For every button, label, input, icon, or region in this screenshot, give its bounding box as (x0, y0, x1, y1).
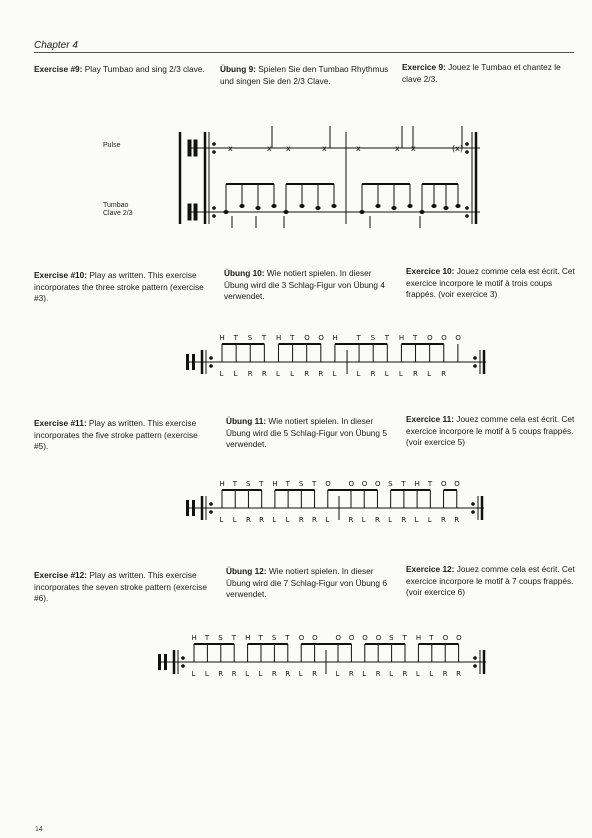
stroke-letter-top: H (219, 334, 225, 342)
sticking-letter: L (232, 516, 237, 524)
exercise-12-en (34, 570, 214, 605)
staff-group (158, 634, 486, 678)
exercise-10-en-title: Exercise #10: (34, 270, 88, 280)
exercise-12-fr-title: Exercice 12: (406, 564, 455, 574)
sticking-letter: R (374, 516, 380, 524)
stroke-letter-top: S (370, 334, 376, 342)
stroke-letter-top: T (204, 634, 210, 642)
exercise-11-staff (0, 478, 592, 534)
sticking-letter: R (312, 670, 317, 678)
sticking-letter: R (348, 670, 354, 678)
exercise-9-en-title: Exercise #9: (34, 64, 83, 74)
exercise-12-en-text: Play as written. This exercise incorporates the seven stroke pattern (exercise #6). (34, 570, 207, 603)
sticking-letter: R (247, 370, 253, 378)
repeat-dot (474, 665, 477, 668)
stroke-letter-top: O (454, 480, 460, 488)
sticking-letter: R (402, 670, 408, 678)
stroke-letter-top: H (275, 334, 282, 342)
stroke-letter-top: H (414, 480, 420, 488)
sticking-letter: L (298, 670, 303, 678)
stroke-letter-top: T (233, 334, 238, 342)
header-rule (34, 52, 574, 53)
svg-text:x: x (356, 144, 361, 153)
sticking-letter: L (275, 370, 280, 378)
stroke-letter-top: T (259, 480, 264, 488)
stroke-letter-top: H (332, 334, 338, 342)
sticking-letter: L (290, 370, 294, 378)
stroke-letter-top: H (415, 634, 422, 642)
exercise-12-staff (0, 632, 592, 688)
stroke-letter-top: O (362, 634, 368, 642)
exercise-11-fr-title: Exercice 11: (406, 414, 454, 424)
stroke-letter-top: O (304, 334, 310, 342)
stroke-letter-top: S (247, 334, 253, 342)
exercise-9-en-text: Play Tumbao and sing 2/3 clave. (84, 64, 205, 74)
repeat-dot (474, 357, 477, 360)
sticking-letter: L (335, 670, 340, 678)
stroke-letter-top: T (402, 634, 407, 642)
sticking-letter: R (401, 516, 407, 524)
sticking-letter: R (441, 516, 446, 524)
exercise-10-de-text: Wie notiert spielen. In dieser Übung wird die 3 Schlag-Figur von Übung 4 verwendet. (224, 268, 385, 301)
exercise-12-en-title: Exercise #12: (34, 570, 88, 580)
stroke-letter-top: T (312, 480, 317, 488)
staff-group (186, 334, 486, 378)
stroke-letter-top: O (441, 334, 447, 342)
repeat-dot (210, 365, 213, 368)
sticking-letter: L (191, 670, 196, 678)
exercise-12-de (226, 566, 398, 601)
exercise-9-de-text: Spielen Sie den Tumbao Rhythmus und singen Sie den 2/3 Clave. (220, 64, 389, 86)
sticking-letter: L (429, 670, 434, 678)
clave-label: Clave 2/3 (103, 210, 133, 217)
sticking-letter: R (375, 670, 381, 678)
exercise-9-de (220, 64, 390, 87)
stroke-letter-top: O (442, 634, 449, 642)
sticking-letter: L (272, 516, 277, 524)
stroke-letter-top: O (298, 634, 305, 642)
exercise-11-fr-text: Jouez comme cela est écrit. Cet exercice incorpore le motif à 5 coups frappés. (voir exercice 5) (406, 414, 575, 447)
exercise-10-de (224, 268, 396, 303)
sticking-letter: L (427, 370, 432, 378)
stroke-letter-top: T (231, 634, 236, 642)
exercise-10-fr-title: Exercice 10: (406, 266, 455, 276)
sticking-letter: R (442, 670, 448, 678)
sticking-letter: R (298, 516, 304, 524)
exercise-9-de-title: Übung 9: (220, 64, 256, 74)
exercise-10-en-text: Play as written. This exercise incorporates the three stroke pattern (exercise #3). (34, 270, 204, 303)
sticking-letter: L (427, 516, 432, 524)
stroke-letter-top: O (312, 634, 318, 642)
staff-group (186, 480, 484, 524)
stroke-letter-top: H (191, 634, 197, 642)
stroke-letter-top: O (427, 334, 433, 342)
repeat-dot (474, 365, 477, 368)
stroke-letter-top: S (245, 480, 251, 488)
sticking-letter: R (245, 516, 251, 524)
stroke-letter-top: T (429, 634, 434, 642)
sticking-letter: R (312, 516, 317, 524)
stroke-letter-top: H (219, 480, 225, 488)
sticking-letter: L (204, 670, 209, 678)
stroke-letter-top: S (298, 480, 304, 488)
sticking-letter: L (245, 670, 250, 678)
sticking-letter: L (219, 370, 224, 378)
page-number: 14 (35, 826, 43, 833)
exercise-11-en (34, 418, 214, 453)
exercise-11-fr (406, 414, 578, 449)
sticking-letter: R (441, 370, 447, 378)
sticking-letter: L (389, 670, 394, 678)
exercise-10-fr (406, 266, 578, 301)
repeat-dot (210, 357, 213, 360)
sticking-letter: R (259, 516, 265, 524)
sticking-letter: L (362, 670, 367, 678)
repeat-dot (210, 503, 213, 506)
stroke-letter-top: T (401, 480, 406, 488)
stroke-letter-top: S (388, 480, 393, 488)
svg-text:x: x (286, 144, 291, 153)
sticking-letter: L (356, 370, 361, 378)
stroke-letter-top: S (218, 634, 223, 642)
exercise-9-staff (0, 118, 592, 230)
sticking-letter: L (398, 370, 403, 378)
stroke-letter-top: O (335, 634, 342, 642)
exercise-10-fr-text: Jouez comme cela est écrit. Cet exercice incorpore le motif à trois coups frappés. (voir exercice 3) (406, 266, 575, 299)
stroke-letter-top: T (427, 480, 433, 488)
repeat-dot (474, 657, 477, 660)
stroke-letter-top: T (356, 334, 361, 342)
sticking-letter: L (285, 516, 290, 524)
exercise-12-de-text: Wie notiert spielen. In dieser Übung wird die 7 Schlag-Figur von Übung 6 verwendet. (226, 566, 387, 599)
sticking-letter: R (271, 670, 277, 678)
sticking-letter: R (348, 516, 354, 524)
pulse-label: Pulse (103, 142, 121, 149)
repeat-dot (182, 657, 185, 660)
sticking-letter: L (332, 370, 337, 378)
sticking-letter: R (454, 516, 460, 524)
sticking-letter: R (285, 670, 291, 678)
stroke-letter-top: T (290, 334, 295, 342)
stroke-letter-top: O (348, 480, 355, 488)
stroke-letter-top: H (398, 334, 405, 342)
svg-text:x: x (322, 144, 327, 153)
exercise-10-staff (0, 332, 592, 388)
stroke-letter-top: H (245, 634, 251, 642)
stroke-letter-top: O (325, 480, 331, 488)
sticking-letter: R (456, 670, 461, 678)
stroke-letter-top: T (413, 334, 418, 342)
exercise-9-en (34, 64, 212, 76)
exercise-12-de-title: Übung 12: (226, 566, 267, 576)
stroke-letter-top: T (232, 480, 238, 488)
repeat-dot (472, 511, 475, 514)
sticking-letter: R (413, 370, 418, 378)
svg-text:x: x (395, 144, 400, 153)
exercise-10-en (34, 270, 214, 305)
stroke-letter-top: O (374, 480, 381, 488)
stroke-letter-top: O (318, 334, 324, 342)
stroke-letter-top: T (285, 480, 290, 488)
svg-text:x: x (228, 144, 233, 153)
stroke-letter-top: O (455, 334, 461, 342)
sticking-letter: L (388, 516, 393, 524)
svg-text:(x): (x) (452, 144, 463, 153)
chapter-heading: Chapter 4 (34, 40, 78, 51)
repeat-dot (472, 503, 475, 506)
stroke-letter-top: S (271, 634, 277, 642)
sticking-letter: R (218, 670, 224, 678)
stroke-letter-top: T (261, 334, 267, 342)
sticking-letter: R (370, 370, 376, 378)
svg-text:x: x (267, 144, 272, 153)
sticking-letter: L (361, 516, 366, 524)
exercise-9-fr-title: Exercice 9: (402, 62, 446, 72)
sticking-letter: L (415, 670, 420, 678)
stroke-letter-top: O (375, 634, 382, 642)
sticking-letter: L (414, 516, 419, 524)
exercise-11-de (226, 416, 398, 451)
stroke-letter-top: O (361, 480, 368, 488)
stroke-letter-top: H (272, 480, 278, 488)
sticking-letter: R (304, 370, 310, 378)
stroke-letter-top: O (441, 480, 447, 488)
exercise-12-fr-text: Jouez comme cela est écrit. Cet exercice incorpore le motif à 7 coups frappés. (voir exercice 6) (406, 564, 575, 597)
exercise-10-de-title: Übung 10: (224, 268, 265, 278)
sticking-letter: R (231, 670, 237, 678)
exercise-12-fr (406, 564, 578, 599)
sticking-letter: L (233, 370, 238, 378)
stroke-letter-top: T (384, 334, 390, 342)
sticking-letter: L (219, 516, 224, 524)
stroke-letter-top: O (348, 634, 355, 642)
tumbao-label: Tumbao (103, 202, 129, 209)
exercise-9-fr (402, 62, 576, 85)
repeat-dot (182, 665, 185, 668)
stroke-letter-top: S (389, 634, 394, 642)
sticking-letter: L (325, 516, 330, 524)
repeat-dot (210, 511, 213, 514)
sticking-letter: L (384, 370, 389, 378)
stroke-letter-top: T (285, 634, 290, 642)
sticking-letter: L (258, 670, 263, 678)
sticking-letter: R (318, 370, 324, 378)
exercise-11-de-title: Übung 11: (226, 416, 267, 426)
exercise-11-en-text: Play as written. This exercise incorporates the five stroke pattern (exercise #5). (34, 418, 198, 451)
svg-text:x: x (411, 144, 416, 153)
sticking-letter: R (261, 370, 267, 378)
exercise-9-fr-text: Jouez le Tumbao et chantez le clave 2/3. (402, 62, 561, 84)
stroke-letter-top: T (258, 634, 263, 642)
stroke-letter-top: O (456, 634, 462, 642)
exercise-11-en-title: Exercise #11: (34, 418, 87, 428)
exercise-11-de-text: Wie notiert spielen. In dieser Übung wird die 5 Schlag-Figur von Übung 5 verwendet. (226, 416, 387, 449)
